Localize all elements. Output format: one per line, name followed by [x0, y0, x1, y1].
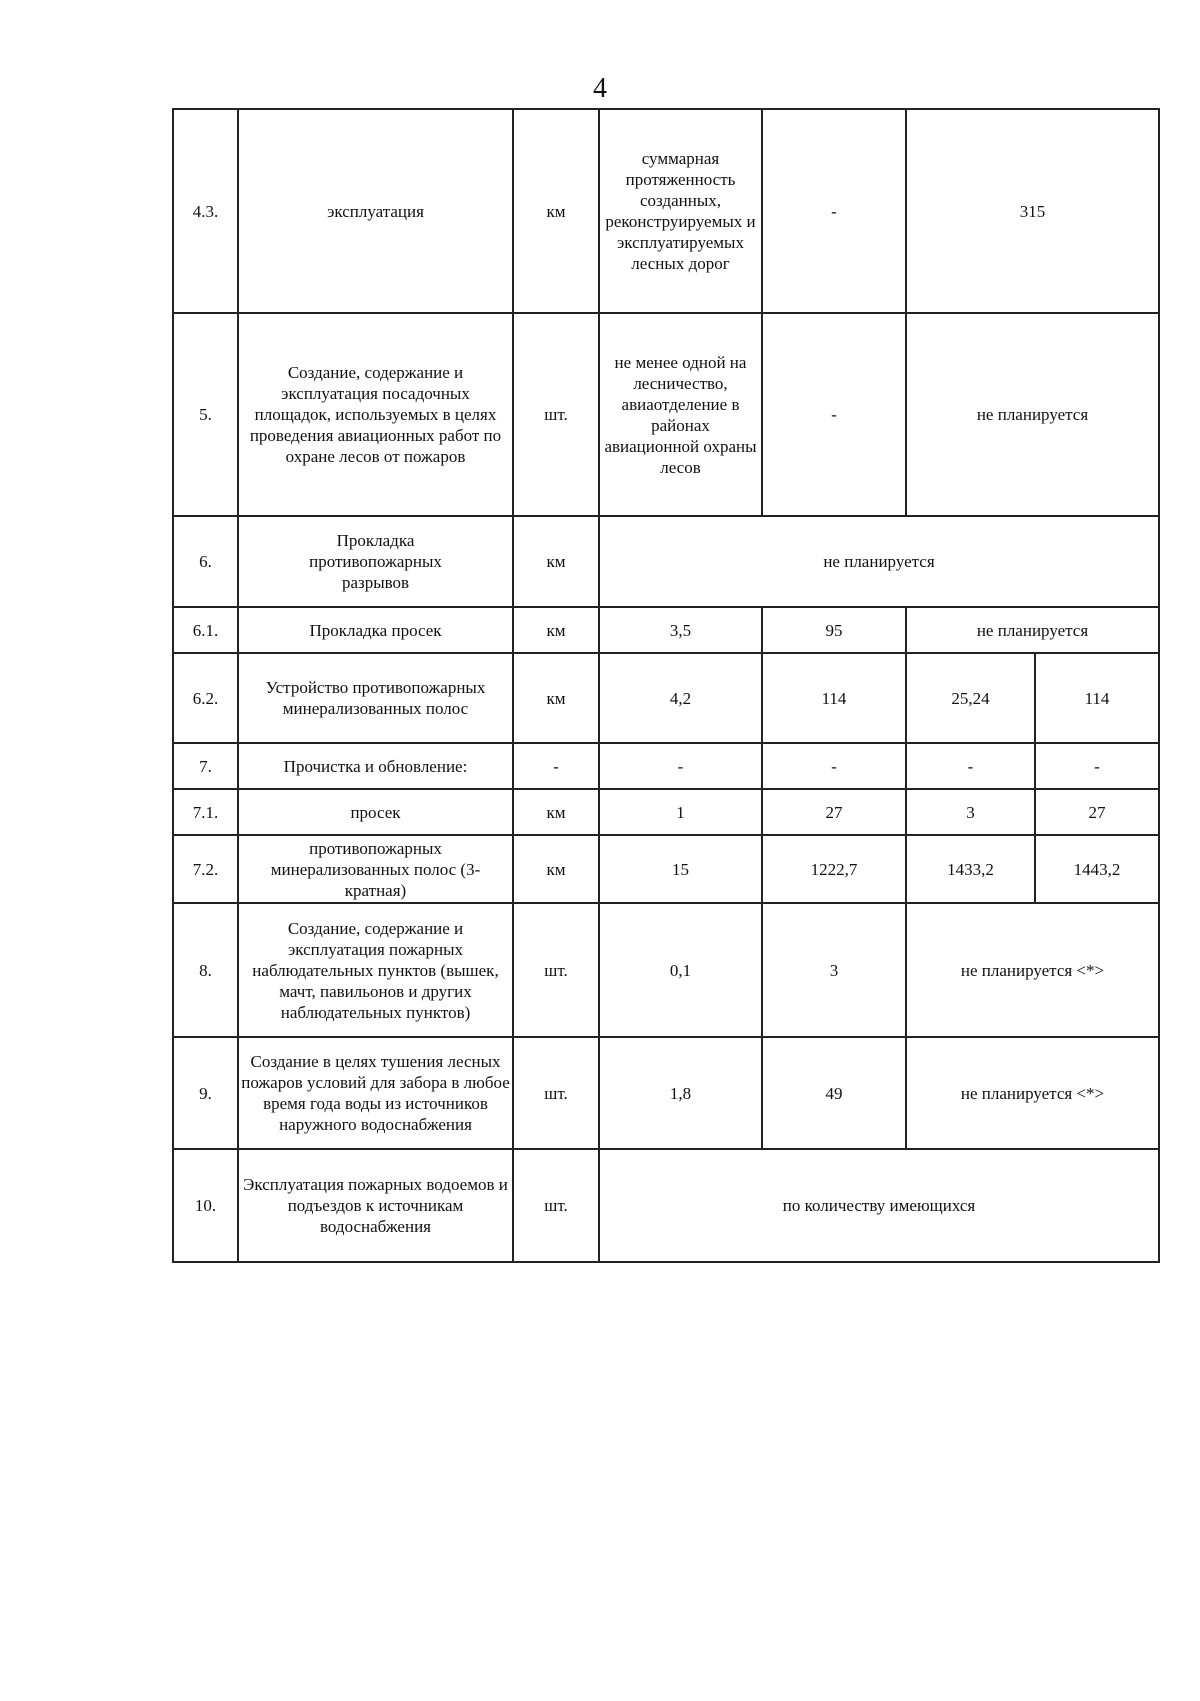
row-number: 5.: [173, 313, 238, 516]
norm-cell: суммарная протяженность созданных, реконструируемых и эксплуатируемых лесных дорог: [599, 109, 762, 313]
table-row: [173, 789, 1159, 835]
actual-cell: -: [762, 743, 906, 789]
actual-cell: 27: [762, 789, 906, 835]
norm-cell: 3,5: [599, 607, 762, 653]
norm-cell: 4,2: [599, 653, 762, 743]
unit-cell: км: [513, 607, 599, 653]
unit-cell: шт.: [513, 313, 599, 516]
row-number: 6.: [173, 516, 238, 607]
row-number: 7.1.: [173, 789, 238, 835]
row-number: 6.2.: [173, 653, 238, 743]
table-row: [173, 516, 1159, 607]
unit-cell: км: [513, 653, 599, 743]
measure-name: Эксплуатация пожарных водоемов и подъездов к источникам водоснабжения: [238, 1149, 513, 1262]
unit-cell: км: [513, 109, 599, 313]
plan-b-cell: -: [1035, 743, 1159, 789]
norm-cell: -: [599, 743, 762, 789]
measure-name: противопожарных минерализованных полос (3-кратная): [238, 835, 513, 903]
fire-measures-table: [172, 108, 1160, 1263]
measure-name: Создание в целях тушения лесных пожаров условий для забора в любое время года воды из источников наружного водоснабжения: [238, 1037, 513, 1149]
plan-cell: не планируется: [906, 607, 1159, 653]
plan-cell: не планируется: [906, 313, 1159, 516]
plan-a-cell: 1433,2: [906, 835, 1035, 903]
measure-name: Устройство противопожарных минерализованных полос: [238, 653, 513, 743]
plan-a-cell: -: [906, 743, 1035, 789]
actual-cell: 3: [762, 903, 906, 1037]
table-row: [173, 1149, 1159, 1262]
unit-cell: шт.: [513, 1149, 599, 1262]
row-number: 8.: [173, 903, 238, 1037]
table-row: [173, 903, 1159, 1037]
unit-cell: км: [513, 516, 599, 607]
row-number: 6.1.: [173, 607, 238, 653]
norm-cell: 0,1: [599, 903, 762, 1037]
norm-cell: 1: [599, 789, 762, 835]
unit-cell: км: [513, 835, 599, 903]
plan-cell: 315: [906, 109, 1159, 313]
merged-value-cell: по количеству имеющихся: [599, 1149, 1159, 1262]
actual-cell: -: [762, 313, 906, 516]
page-number: 4: [593, 73, 607, 104]
plan-cell: не планируется <*>: [906, 903, 1159, 1037]
measure-name: Создание, содержание и эксплуатация посадочных площадок, используемых в целях проведения авиационных работ по охране лесов от пожаров: [238, 313, 513, 516]
measure-name: Прокладка противопожарных разрывов: [238, 516, 513, 607]
table-row: [173, 109, 1159, 313]
merged-value-cell: не планируется: [599, 516, 1159, 607]
unit-cell: км: [513, 789, 599, 835]
plan-cell: не планируется <*>: [906, 1037, 1159, 1149]
row-number: 7.: [173, 743, 238, 789]
norm-cell: не менее одной на лесничество, авиаотделение в районах авиационной охраны лесов: [599, 313, 762, 516]
actual-cell: 95: [762, 607, 906, 653]
measure-name: Создание, содержание и эксплуатация пожарных наблюдательных пунктов (вышек, мачт, павильонов и других наблюдательных пунктов): [238, 903, 513, 1037]
table-row: [173, 743, 1159, 789]
actual-cell: 1222,7: [762, 835, 906, 903]
plan-a-cell: 3: [906, 789, 1035, 835]
norm-cell: 15: [599, 835, 762, 903]
plan-b-cell: 27: [1035, 789, 1159, 835]
actual-cell: -: [762, 109, 906, 313]
row-number: 4.3.: [173, 109, 238, 313]
measure-name: Прочистка и обновление:: [238, 743, 513, 789]
table-row: [173, 1037, 1159, 1149]
plan-b-cell: 1443,2: [1035, 835, 1159, 903]
row-number: 9.: [173, 1037, 238, 1149]
measure-name: просек: [238, 789, 513, 835]
unit-cell: шт.: [513, 903, 599, 1037]
table-row: [173, 607, 1159, 653]
table-row: [173, 653, 1159, 743]
unit-cell: шт.: [513, 1037, 599, 1149]
measure-name: эксплуатация: [238, 109, 513, 313]
plan-b-cell: 114: [1035, 653, 1159, 743]
actual-cell: 49: [762, 1037, 906, 1149]
measure-name: Прокладка просек: [238, 607, 513, 653]
plan-a-cell: 25,24: [906, 653, 1035, 743]
table-row: [173, 313, 1159, 516]
table-row: [173, 835, 1159, 903]
unit-cell: -: [513, 743, 599, 789]
row-number: 10.: [173, 1149, 238, 1262]
actual-cell: 114: [762, 653, 906, 743]
row-number: 7.2.: [173, 835, 238, 903]
norm-cell: 1,8: [599, 1037, 762, 1149]
